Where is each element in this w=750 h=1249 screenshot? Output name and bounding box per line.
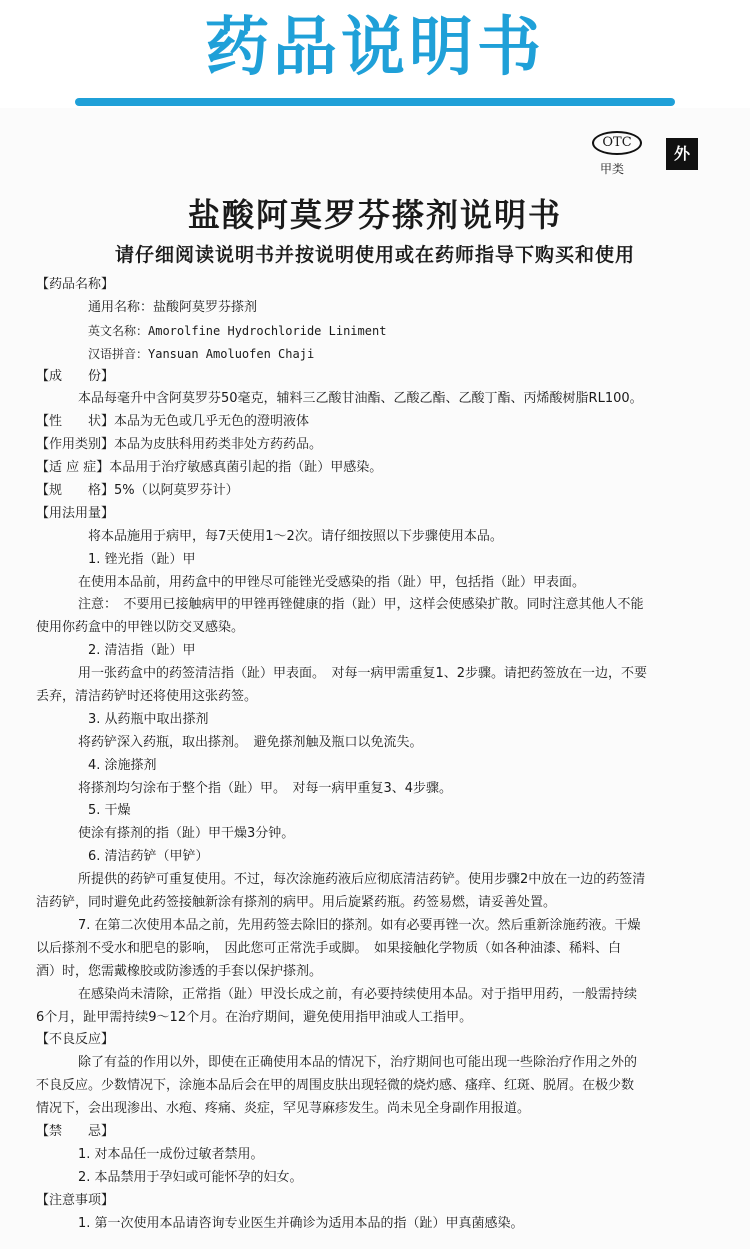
leaflet-body: [36, 274, 708, 1235]
title-banner: [0, 0, 750, 108]
body-line: 6个月，趾甲需持续9～12个月。在治疗期间，避免使用指甲油或人工指甲。: [36, 1009, 473, 1025]
section-heading: 【成 份】: [36, 368, 115, 384]
section-heading: 【禁 忌】: [36, 1123, 115, 1139]
body-line: 洁药铲，同时避免此药签接触新涂有搽剂的病甲。用后旋紧药瓶。药签易燃，请妥善处置。: [36, 895, 557, 911]
body-line: 所提供的药铲可重复使用。不过，每次涂施药液后应彻底清洁药铲。使用步骤2中放在一边的药签清: [78, 872, 646, 888]
body-line: 4. 涂施搽剂: [88, 757, 157, 773]
body-line: 用一张药盒中的药签清洁指（趾）甲表面。 对每一病甲需重复1、2步骤。请把药签放在一边，不要: [78, 666, 648, 682]
body-line: 注意： 不要用已接触病甲的甲锉再锉健康的指（趾）甲，这样会使感染扩散。同时注意其他人不能: [78, 597, 644, 613]
body-line: 不良反应。少数情况下，涂施本品后会在甲的周围皮肤出现轻微的烧灼感、瘙痒、红斑、脱屑。在极少数: [36, 1078, 635, 1094]
body-line: 酒）时，您需戴橡胶或防渗透的手套以保护搽剂。: [36, 963, 323, 979]
section-heading: 【规 格】5%（以阿莫罗芬计）: [36, 483, 239, 499]
section-heading: 【适 应 症】本品用于治疗敏感真菌引起的指（趾）甲感染。: [36, 460, 383, 476]
body-line: 2. 清洁指（趾）甲: [88, 643, 196, 659]
body-line: 1. 第一次使用本品请咨询专业医生并确诊为适用本品的指（趾）甲真菌感染。: [78, 1215, 524, 1231]
body-line: 在感染尚未清除，正常指（趾）甲没长成之前，有必要持续使用本品。对于指甲用药，一般需持续: [78, 986, 638, 1002]
body-line: 丢弃，清洁药铲时还将使用这张药签。: [36, 689, 258, 705]
body-line: 将本品施用于病甲，每7天使用1～2次。请仔细按照以下步骤使用本品。: [88, 528, 503, 544]
section-heading: 【性 状】本品为无色或几乎无色的澄明液体: [36, 414, 310, 430]
banner-title: 药品说明书: [205, 11, 545, 85]
body-line: 汉语拼音：Yansuan Amoluofen Chaji: [88, 346, 315, 361]
document-title: 盐酸阿莫罗芬搽剂说明书: [187, 196, 562, 234]
body-line: 将药铲深入药瓶，取出搽剂。 避免搽剂触及瓶口以免流失。: [78, 734, 423, 750]
body-line: 本品每毫升中含阿莫罗芬50毫克，辅料三乙酸甘油酯、乙酸乙酯、乙酸丁酯、丙烯酸树脂RL100。: [78, 391, 643, 407]
section-heading: 【作用类别】本品为皮肤科用药类非处方药药品。: [36, 437, 323, 453]
body-line: 以后搽剂不受水和肥皂的影响， 因此您可正常洗手或脚。 如果接触化学物质（如各种油漆、稀料、白: [36, 940, 622, 956]
body-line: 使用你药盒中的甲锉以防交叉感染。: [36, 620, 245, 636]
body-line: 1. 锉光指（趾）甲: [88, 551, 196, 567]
body-line: 通用名称：盐酸阿莫罗芬搽剂: [88, 299, 258, 315]
otc-class-label: 甲类: [600, 162, 625, 176]
body-line: 5. 干燥: [88, 803, 131, 819]
document-subtitle: 请仔细阅读说明书并按说明使用或在药师指导下购买和使用: [114, 244, 635, 266]
section-heading: 【不良反应】: [36, 1032, 115, 1048]
body-line: 7. 在第二次使用本品之前，先用药签去除旧的搽剂。如有必要再锉一次。然后重新涂施药液。干燥: [78, 917, 641, 933]
section-heading: 【用法用量】: [36, 505, 115, 521]
body-line: 3. 从药瓶中取出搽剂: [88, 711, 209, 727]
body-line: 使涂有搽剂的指（趾）甲干燥3分钟。: [78, 826, 295, 842]
body-line: 英文名称：Amorolfine Hydrochloride Liniment: [88, 323, 387, 338]
otc-badge: OTC: [592, 131, 642, 155]
body-line: 在使用本品前，用药盒中的甲锉尽可能锉光受感染的指（趾）甲，包括指（趾）甲表面。: [78, 574, 586, 590]
body-line: 除了有益的作用以外，即使在正确使用本品的情况下，治疗期间也可能出现一些除治疗作用之外的: [78, 1055, 638, 1071]
body-line: 2. 本品禁用于孕妇或可能怀孕的妇女。: [78, 1169, 303, 1185]
body-line: 1. 对本品任一成份过敏者禁用。: [78, 1146, 264, 1162]
section-heading: 【注意事项】: [36, 1192, 115, 1208]
body-line: 将搽剂均匀涂布于整个指（趾）甲。 对每一病甲重复3、4步骤。: [78, 780, 453, 796]
external-use-badge: 外: [666, 138, 698, 170]
body-line: 6. 清洁药铲（甲铲）: [88, 849, 209, 865]
body-line: 情况下，会出现渗出、水疱、疼痛、炎症，罕见荨麻疹发生。尚未见全身副作用报道。: [36, 1101, 531, 1117]
banner-underline: [75, 98, 675, 106]
section-heading: 【药品名称】: [36, 277, 115, 292]
